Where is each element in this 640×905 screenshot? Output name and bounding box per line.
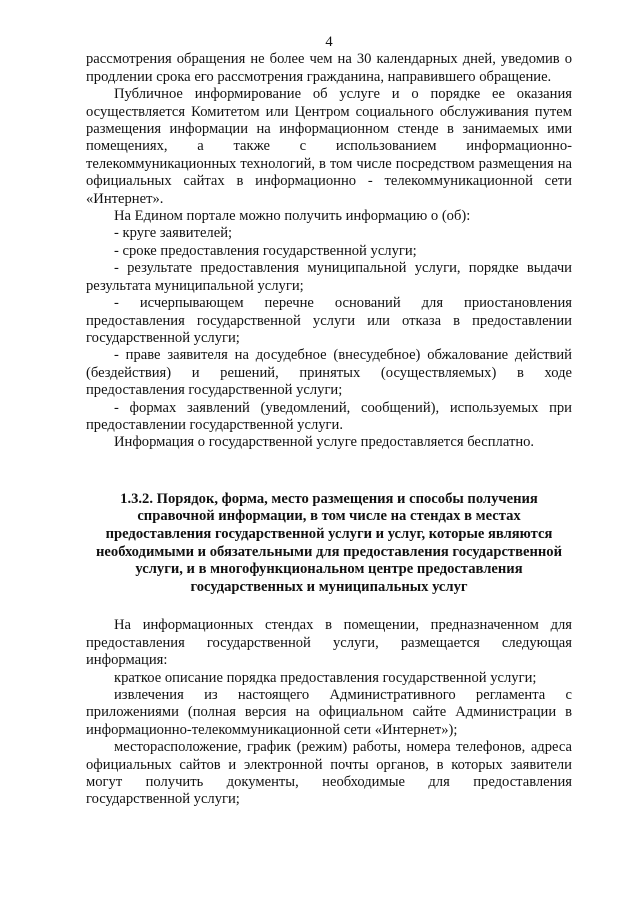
paragraph-free-info: Информация о государственной услуге предоставляется бесплатно. — [114, 434, 535, 451]
list-item: - круге заявителей; — [114, 225, 233, 242]
paragraph-processing-term: рассмотрения обращения не более чем на 30 календарных дней, уведомив о продлении срока его рассмотрения гражданина, направившего обращение. — [86, 51, 572, 85]
list-item: - формах заявлений (уведомлений, сообщений), используемых при предоставлении государственной услуги. — [86, 399, 572, 433]
section-heading: 1.3.2. Порядок, форма, место размещения и способы получения справочной информации, в том числе на стендах в местах предоставления государственной услуги и услуг, которые являются необходимыми и обязательными для предоставления государственной услуги, и в многофункциональном центре предоставления государственных и муниципальных услуг — [96, 490, 562, 595]
list-item: месторасположение, график (режим) работы, номера телефонов, адреса официальных сайтов и электронной почты органов, в которых заявители могут получить документы, необходимые для предоставления государственной услуги; — [86, 739, 572, 808]
paragraph-public-information: Публичное информирование об услуге и о порядке ее оказания осуществляется Комитетом или Центром социального обслуживания путем размещения информации на информационном стенде в занимаемых ими помещениях, а также с использованием информационно-телекоммуникационных технологий, в том числе посредством размещения на официальных сайтах в информационно - телекоммуникационной сети «Интернет». — [86, 86, 572, 207]
stand-info-list — [86, 670, 572, 809]
list-item: - сроке предоставления государственной услуги; — [114, 242, 417, 259]
list-item: - результате предоставления муниципальной услуги, порядке выдачи результата муниципальной услуги; — [86, 260, 572, 294]
portal-info-list — [86, 225, 572, 434]
list-item: извлечения из настоящего Административного регламента с приложениями (полная версия на официальном сайте Администрации в информационно-телекоммуникационной сети «Интернет»); — [86, 686, 572, 738]
page-number: 4 — [325, 34, 333, 50]
list-item: - праве заявителя на досудебное (внесудебное) обжалование действий (бездействия) и решений, принятых (осуществляемых) в ходе предоставления государственной услуги; — [86, 347, 572, 399]
list-item: - исчерпывающем перечне оснований для приостановления предоставления государственной услуги или отказа в предоставлении государственной услуги; — [86, 295, 572, 346]
list-item: краткое описание порядка предоставления государственной услуги; — [114, 669, 537, 686]
paragraph-stand-intro: На информационных стендах в помещении, предназначенном для предоставления государственной услуги, размещается следующая информация: — [86, 617, 572, 669]
paragraph-portal-intro: На Едином портале можно получить информацию о (об): — [114, 208, 471, 225]
document-page — [86, 34, 572, 809]
